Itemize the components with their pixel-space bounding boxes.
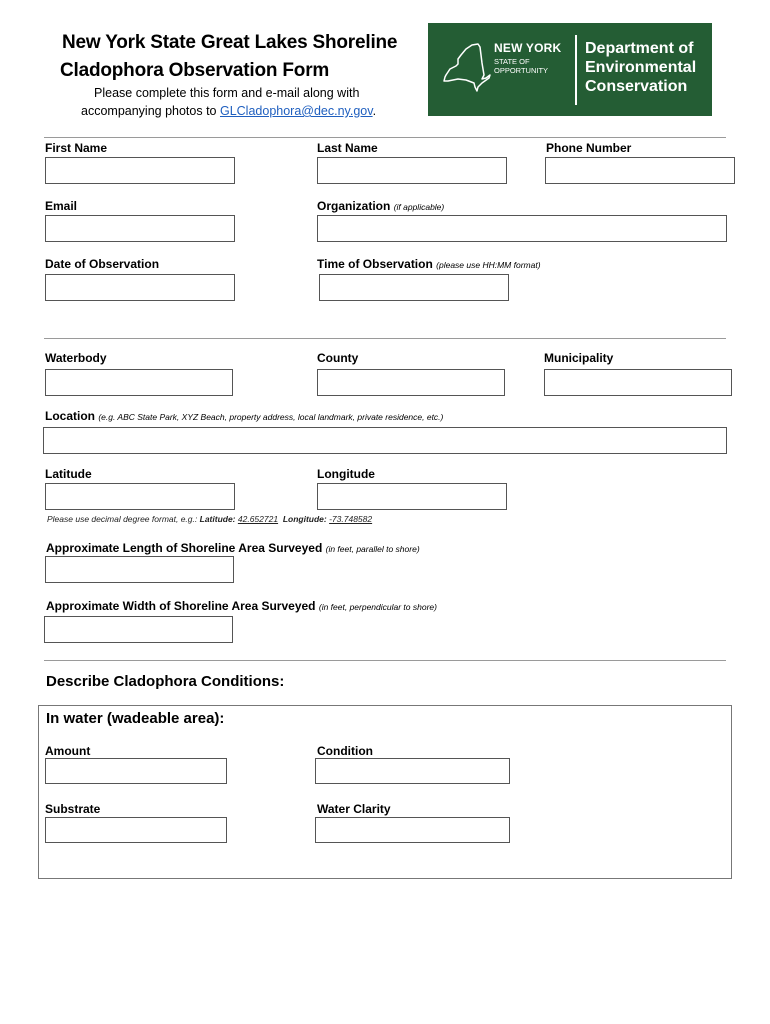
time-hint: (please use HH:MM format) (436, 260, 541, 270)
time-label-text: Time of Observation (317, 257, 433, 271)
amount-label: Amount (45, 744, 91, 758)
email-label: Email (45, 199, 78, 213)
logo-tagline (494, 57, 548, 75)
width-input[interactable] (44, 616, 233, 643)
location-hint: (e.g. ABC State Park, XYZ Beach, property address, local landmark, private residence, etc.) (98, 412, 444, 422)
condition-label: Condition (317, 744, 373, 758)
organization-hint: (if applicable) (393, 202, 445, 212)
logo-tagline-line1: STATE OF (494, 57, 530, 66)
waterbody-input[interactable] (45, 369, 233, 396)
form-title-line2: Cladophora Observation Form (60, 60, 330, 81)
email-link[interactable]: GLCladophora@dec.ny.gov (219, 104, 373, 118)
latitude-input[interactable] (45, 483, 235, 510)
location-label-text: Location (45, 409, 95, 423)
condition-input[interactable] (315, 758, 510, 784)
coord-note-lat-value: 42.652721 (237, 514, 279, 524)
logo-divider (575, 35, 577, 105)
coordinate-format-note (47, 514, 372, 524)
email-input[interactable] (45, 215, 235, 242)
last-name-input[interactable] (317, 157, 507, 184)
first-name-label: First Name (45, 141, 108, 155)
organization-label-text: Organization (317, 199, 391, 213)
time-label (317, 257, 541, 271)
width-hint: (in feet, perpendicular to shore) (318, 602, 437, 612)
longitude-input[interactable] (317, 483, 507, 510)
form-title-line1: New York State Great Lakes Shoreline (62, 32, 398, 53)
length-label-text: Approximate Length of Shoreline Area Surveyed (46, 541, 323, 555)
phone-input[interactable] (545, 157, 735, 184)
organization-input[interactable] (317, 215, 727, 242)
intro-line2-prefix: accompanying photos to (81, 104, 220, 118)
time-input[interactable] (319, 274, 509, 301)
logo-tagline-line2: OPPORTUNITY (494, 66, 549, 75)
county-label: County (317, 351, 359, 365)
date-input[interactable] (45, 274, 235, 301)
in-water-heading: In water (wadeable area): (46, 710, 225, 727)
coord-note-prefix: Please use decimal degree format, e.g.: (47, 514, 200, 524)
intro-line1: Please complete this form and e-mail along with (94, 86, 360, 100)
width-label (46, 599, 437, 613)
last-name-label: Last Name (317, 141, 378, 155)
longitude-label: Longitude (317, 467, 375, 481)
length-hint: (in feet, parallel to shore) (325, 544, 420, 554)
coord-note-lon-value: -73.748582 (329, 514, 373, 524)
location-label (45, 409, 443, 423)
length-input[interactable] (45, 556, 234, 583)
date-label: Date of Observation (45, 257, 160, 271)
in-water-section (38, 705, 732, 879)
intro-line2-suffix: . (372, 104, 377, 118)
substrate-input[interactable] (45, 817, 227, 843)
logo-dept-line1: Department of (585, 40, 694, 57)
county-input[interactable] (317, 369, 505, 396)
organization-label (317, 199, 444, 213)
latitude-label: Latitude (45, 467, 92, 481)
ny-state-outline-icon (436, 35, 492, 95)
section-divider-1 (44, 338, 726, 339)
section-divider-2 (44, 660, 726, 661)
water-clarity-label: Water Clarity (317, 802, 391, 816)
substrate-label: Substrate (45, 802, 101, 816)
municipality-input[interactable] (544, 369, 732, 396)
header-divider (44, 137, 726, 138)
coord-note-lat-label: Latitude: (199, 514, 236, 524)
phone-label: Phone Number (546, 141, 632, 155)
conditions-heading: Describe Cladophora Conditions: (46, 673, 285, 690)
amount-input[interactable] (45, 758, 227, 784)
location-input[interactable] (43, 427, 727, 454)
logo-department (585, 39, 696, 96)
intro-line2 (81, 104, 376, 118)
first-name-input[interactable] (45, 157, 235, 184)
water-clarity-input[interactable] (315, 817, 510, 843)
width-label-text: Approximate Width of Shoreline Area Surveyed (46, 599, 316, 613)
coord-note-lon-label: Longitude: (282, 514, 327, 524)
waterbody-label: Waterbody (45, 351, 107, 365)
logo-state-name: NEW YORK (494, 41, 562, 55)
length-label (46, 541, 420, 555)
nysdec-logo (428, 23, 712, 116)
municipality-label: Municipality (544, 351, 614, 365)
logo-dept-line2: Environmental (585, 59, 697, 76)
logo-dept-line3: Conservation (585, 78, 688, 95)
